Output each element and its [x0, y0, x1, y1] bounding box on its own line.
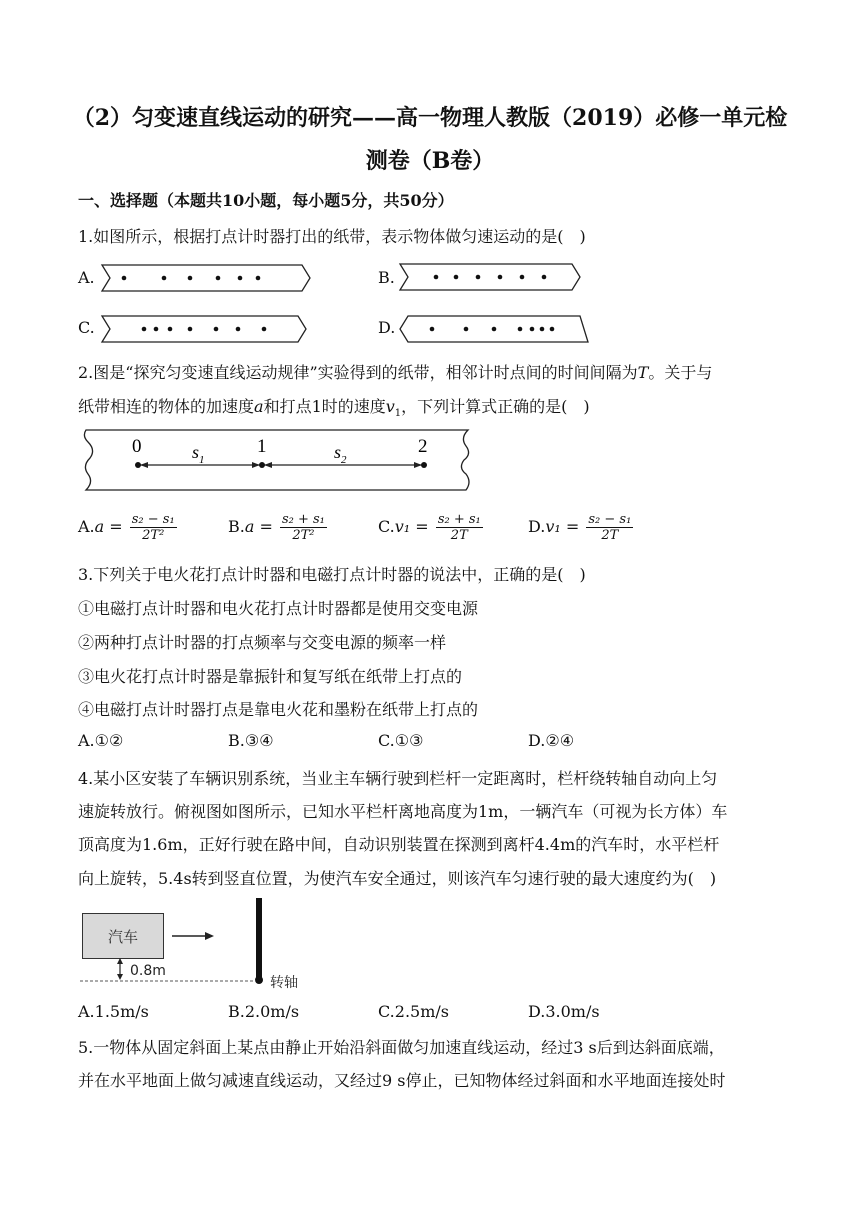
tape-dot — [216, 276, 221, 281]
q4-option-c: C.2.5m/s — [378, 1002, 449, 1021]
q5-line-1: 5.一物体从固定斜面上某点由静止开始沿斜面做匀加速直线运动，经过3 s后到达斜面底端， — [78, 1038, 725, 1057]
q3-option-d: D.②④ — [528, 731, 575, 750]
q3-option-c: C.①③ — [378, 731, 424, 750]
section-heading: 一、选择题（本题共10小题，每小题5分，共50分） — [78, 191, 454, 210]
tape-dot — [188, 276, 193, 281]
q2-stem-line1: 2.图是“探究匀变速直线运动规律”实验得到的纸带，相邻计时点间的时间间隔为T。关于与 — [78, 363, 713, 382]
q4-option-b: B.2.0m/s — [228, 1002, 300, 1021]
q3-option-a: A.①② — [78, 731, 124, 750]
tape-label-2: 2 — [418, 436, 428, 457]
q3-statement-3: ③电火花打点计时器是靠振针和复写纸在纸带上打点的 — [78, 667, 463, 686]
q2-stem-line2: 纸带相连的物体的加速度a和打点1时的速度$v_1$，下列计算式正确的是( ) — [78, 397, 590, 420]
q1-stem: 1.如图所示，根据打点计时器打出的纸带，表示物体做匀速运动的是( ) — [78, 227, 586, 246]
q1-tape-a — [98, 262, 314, 294]
axis-label: 转轴 — [270, 975, 298, 991]
q2-option-a: A.a = $\frac{\text{s₂ − s₁}}{\text{2T²}}$ — [78, 512, 175, 543]
q3-statement-4: ④电磁打点计时器打点是靠电火花和墨粉在纸带上打点的 — [78, 700, 479, 719]
q4-line-2: 速旋转放行。俯视图如图所示，已知水平栏杆离地高度为1m，一辆汽车（可视为长方体）车 — [78, 802, 728, 821]
q4-line-3: 顶高度为1.6m，正好行驶在路中间，自动识别装置在探测到离杆4.4m的汽车时，水平栏杆 — [78, 835, 720, 854]
tape-label-0: 0 — [132, 436, 142, 457]
exam-title-line1: （2）匀变速直线运动的研究——高一物理人教版（2019）必修一单元检 — [72, 105, 788, 131]
exam-title-line2: 测卷（B卷） — [365, 148, 495, 174]
tape-label-1: 1 — [257, 436, 267, 457]
q4-line-1: 4.某小区安装了车辆识别系统，当业主车辆行驶到栏杆一定距离时，栏杆绕转轴自动向上匀 — [78, 769, 718, 788]
q2-option-d: D.v₁ = $\frac{\text{s₂ − s₁}}{2T}$ — [528, 512, 632, 543]
q2-tape-figure — [82, 428, 474, 492]
q4-barrier-figure — [80, 896, 340, 996]
q1-tape-c — [98, 313, 310, 345]
tape-dot — [122, 276, 127, 281]
q2-option-c: C.v₁ = $\frac{\text{s₂ + s₁}}{2T}$ — [378, 512, 481, 543]
q1-option-d-label: D. — [378, 318, 396, 337]
q1-option-c-label: C. — [78, 318, 95, 337]
q4-option-d: D.3.0m/s — [528, 1002, 600, 1021]
q1-tape-d — [396, 313, 596, 345]
q1-option-a-label: A. — [78, 268, 95, 287]
q1-tape-b — [396, 261, 586, 293]
q3-statement-2: ②两种打点计时器的打点频率与交变电源的频率一样 — [78, 633, 447, 652]
tape-dot — [238, 276, 243, 281]
q3-statement-1: ①电磁打点计时器和电火花打点计时器都是使用交变电源 — [78, 599, 479, 618]
q1-option-b-label: B. — [378, 268, 395, 287]
q3-stem: 3.下列关于电火花打点计时器和电磁打点计时器的说法中，正确的是( ) — [78, 565, 586, 584]
tape-dot — [256, 276, 261, 281]
segment-label-s1: $s_1$ — [192, 442, 205, 466]
q3-option-b: B.③④ — [228, 731, 274, 750]
gap-label: 0.8m — [130, 963, 166, 979]
q5-line-2: 并在水平地面上做匀减速直线运动，又经过9 s停止，已知物体经过斜面和水平地面连接处时 — [78, 1071, 726, 1090]
car-box: 汽车 — [82, 913, 164, 959]
segment-label-s2: $s_2$ — [334, 442, 347, 466]
q4-line-4: 向上旋转，5.4s转到竖直位置，为使汽车安全通过，则该汽车匀速行驶的最大速度约为( ) — [78, 869, 717, 888]
tape-dot — [162, 276, 167, 281]
q4-option-a: A.1.5m/s — [78, 1002, 149, 1021]
q2-option-b: B.a = $\frac{\text{s₂ + s₁}}{\text{2T²}}$ — [228, 512, 325, 543]
